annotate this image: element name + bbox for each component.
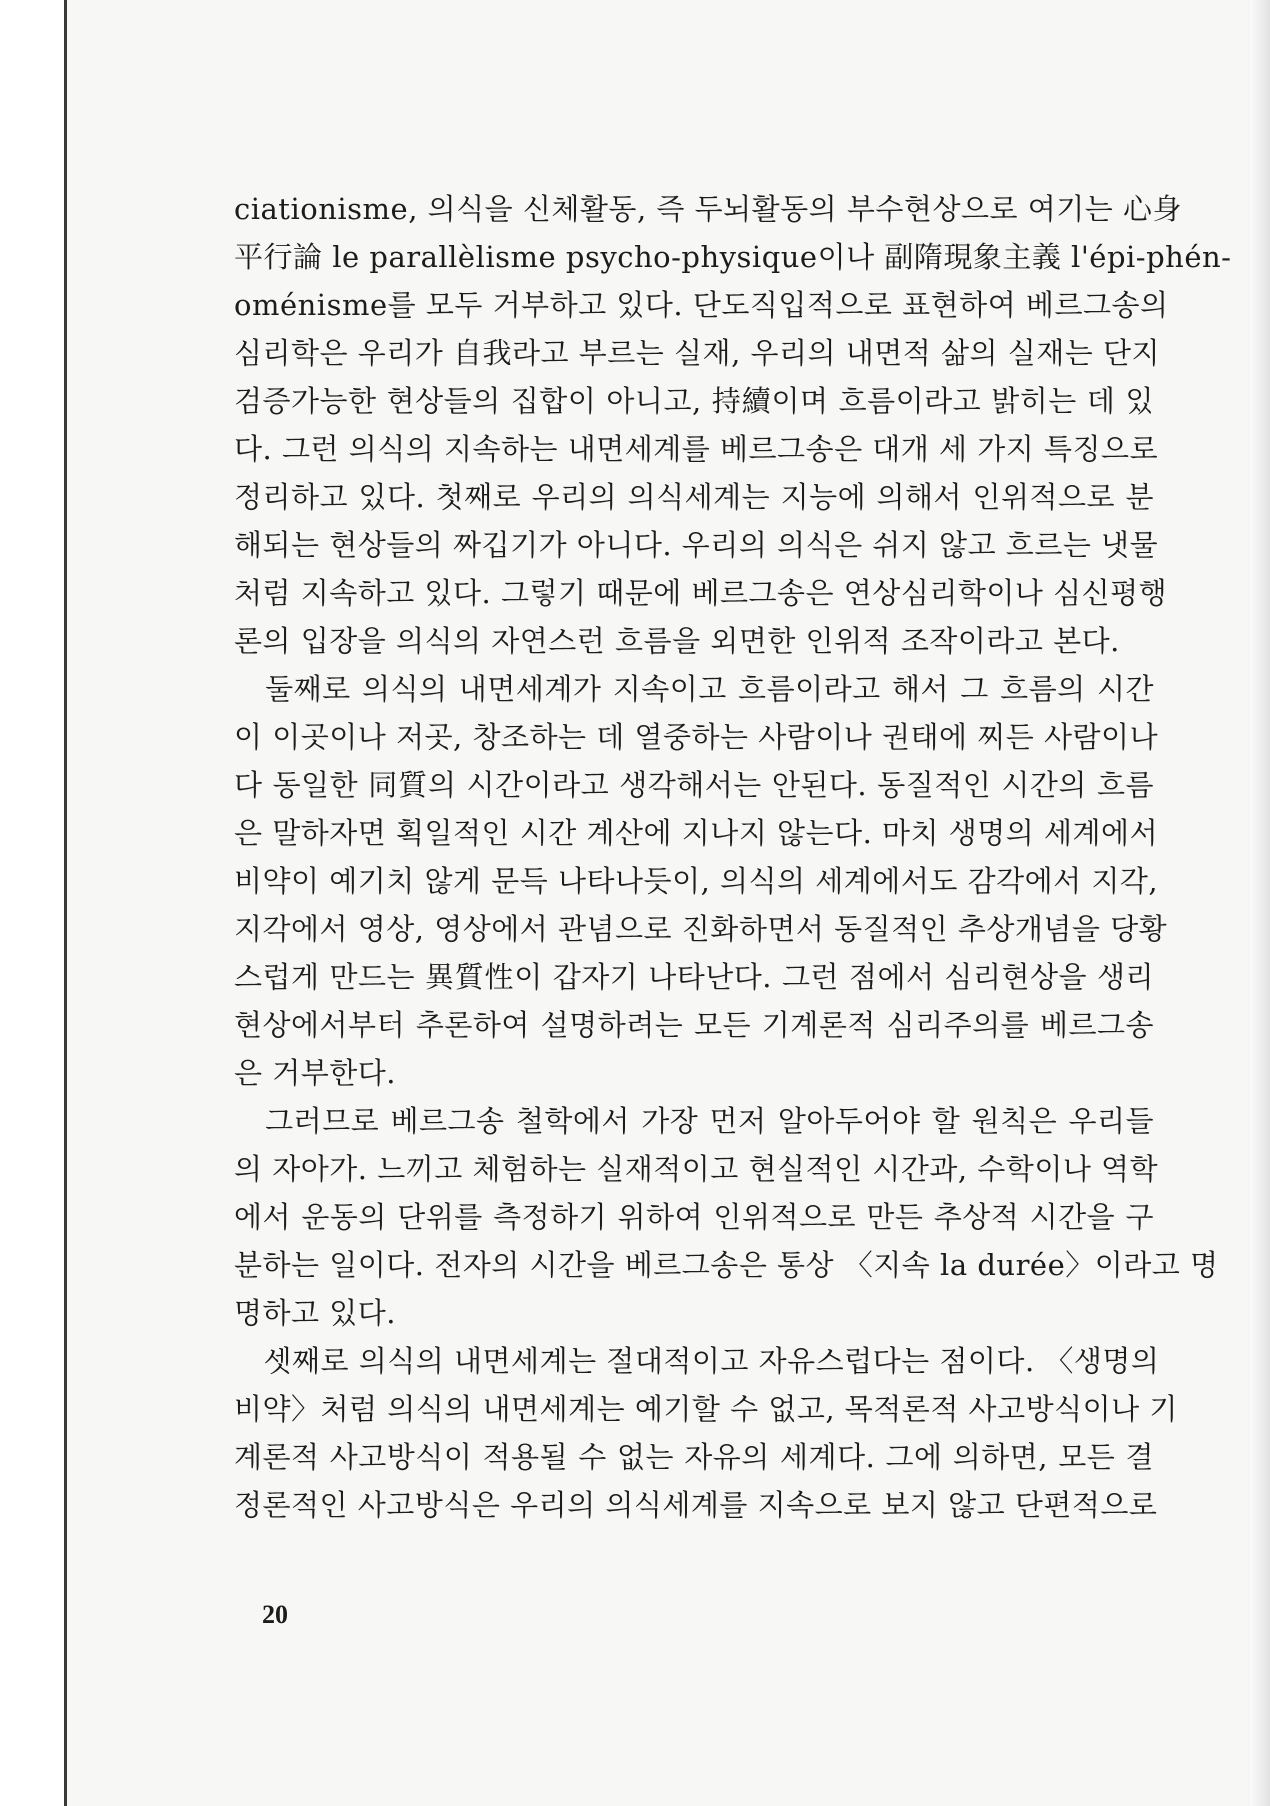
- text-line: 에서 운동의 단위를 측정하기 위하여 인위적으로 만든 추상적 시간을 구: [234, 1200, 1154, 1234]
- text-line: 은 거부한다.: [234, 1056, 397, 1090]
- text-line: 분하는 일이다. 전자의 시간을 베르그송은 통상 〈지속 la durée〉이라고 명: [234, 1248, 1219, 1282]
- text-line: 그러므로 베르그송 철학에서 가장 먼저 알아두어야 할 원칙은 우리들: [234, 1104, 1154, 1138]
- text-line: ciationisme, 의식을 신체활동, 즉 두뇌활동의 부수현상으로 여기는 心身: [234, 192, 1182, 226]
- text-line: 계론적 사고방식이 적용될 수 없는 자유의 세계다. 그에 의하면, 모든 결: [234, 1440, 1154, 1474]
- text-line: 스럽게 만드는 異質性이 갑자기 나타난다. 그런 점에서 심리현상을 생리: [234, 960, 1154, 994]
- text-line: 론의 입장을 의식의 자연스런 흐름을 외면한 인위적 조작이라고 본다.: [234, 624, 1120, 658]
- text-line: 명하고 있다.: [234, 1296, 397, 1330]
- text-line: 지각에서 영상, 영상에서 관념으로 진화하면서 동질적인 추상개념을 당황: [234, 912, 1168, 946]
- text-line: 은 말하자면 획일적인 시간 계산에 지나지 않는다. 마치 생명의 세계에서: [234, 816, 1159, 850]
- page-right-shadow: [1246, 0, 1270, 1806]
- text-line: 심리학은 우리가 自我라고 부르는 실재, 우리의 내면적 삶의 실재는 단지: [234, 336, 1161, 370]
- text-line: 다. 그런 의식의 지속하는 내면세계를 베르그송은 대개 세 가지 특징으로: [234, 432, 1159, 466]
- text-line: 셋째로 의식의 내면세계는 절대적이고 자유스럽다는 점이다. 〈생명의: [234, 1344, 1160, 1378]
- text-line: 정리하고 있다. 첫째로 우리의 의식세계는 지능에 의해서 인위적으로 분: [234, 480, 1154, 514]
- text-line: 처럼 지속하고 있다. 그렇기 때문에 베르그송은 연상심리학이나 심신평행: [234, 576, 1168, 610]
- body-text: [234, 185, 1232, 1529]
- page-number: 20: [262, 1600, 288, 1629]
- text-line: 검증가능한 현상들의 집합이 아니고, 持續이며 흐름이라고 밝히는 데 있: [234, 384, 1154, 418]
- text-line: 비약이 예기치 않게 문득 나타나듯이, 의식의 세계에서도 감각에서 지각,: [234, 864, 1159, 898]
- page-left-edge: [64, 0, 67, 1806]
- text-line: 현상에서부터 추론하여 설명하려는 모든 기계론적 심리주의를 베르그송: [234, 1008, 1154, 1042]
- text-line: 이 이곳이나 저곳, 창조하는 데 열중하는 사람이나 권태에 찌든 사람이나: [234, 720, 1159, 754]
- text-line: 平行論 le parallèlisme psycho-physique이나 副隋現象主義 l'épi-phén-: [234, 240, 1232, 274]
- text-line: 둘째로 의식의 내면세계가 지속이고 흐름이라고 해서 그 흐름의 시간: [234, 672, 1154, 706]
- text-line: 의 자아가. 느끼고 체험하는 실재적이고 현실적인 시간과, 수학이나 역학: [234, 1152, 1159, 1186]
- text-line: 해되는 현상들의 짜깁기가 아니다. 우리의 의식은 쉬지 않고 흐르는 냇물: [234, 528, 1159, 562]
- text-line: 비약〉처럼 의식의 내면세계는 예기할 수 없고, 목적론적 사고방식이나 기: [234, 1392, 1178, 1426]
- text-line: oménisme를 모두 거부하고 있다. 단도직입적으로 표현하여 베르그송의: [234, 288, 1169, 322]
- text-line: 정론적인 사고방식은 우리의 의식세계를 지속으로 보지 않고 단편적으로: [234, 1488, 1158, 1522]
- text-line: 다 동일한 同質의 시간이라고 생각해서는 안된다. 동질적인 시간의 흐름: [234, 768, 1154, 802]
